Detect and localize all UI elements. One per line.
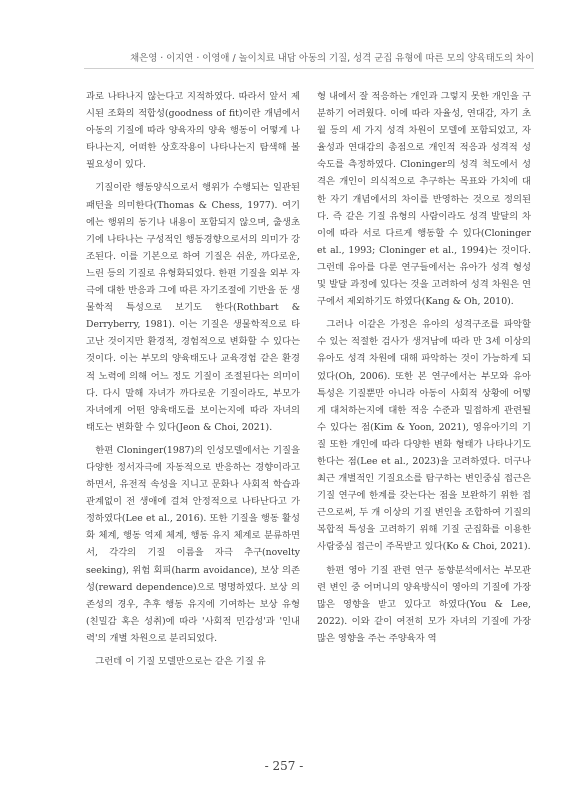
page-number: - 257 - xyxy=(264,759,304,773)
paragraph: 그러나 이같은 가정은 유아의 성격구조를 파악할 수 있는 적절한 검사가 생겨남에 따라 만 3세 이상의 유아도 성격 차원에 대해 파악하는 것이 가능하게 되었다(Oh, 2006). 또한 본 연구에서는 부모와 유아 특성은 기질뿐만 아니라 아동이 사회적 상황에 어떻게 대처하는지에 대한 적응 수준과 밀접하게 관련될 수 있다는 점(Kim & Yoon, 2021), 영유아기의 기질 또한 개인에 따라 다양한 변화 형태가 나타나기도 한다는 점(Lee et al., 2023)을 고려하였다. 더구나 최근 개별적인 기질요소를 탐구하는 변인중심 접근은 기질 연구에 한계를 갖는다는 점을 보완하기 위한 접근으로써, 두 개 이상의 기질 변인을 조합하여 기질의 복합적 특성을 고려하기 위해 기질 군집화를 이용한 사람중심 접근이 주목받고 있다(Ko & Choi, 2021). xyxy=(317,319,531,553)
paragraph: 한편 Cloninger(1987)의 인성모델에서는 기질을 다양한 정서자극에 자동적으로 반응하는 경향이라고 하면서, 유전적 속성을 지니고 문화나 사회적 학습과 관계없이 전 생애에 걸쳐 안정적으로 나타난다고 가정하였다(Lee et al., 2016). 또한 기질을 행동 활성화 체계, 행동 억제 체계, 행동 유지 체계로 분류하면서, 각각의 기질 이름을 자극 추구(novelty seeking), 위험 회피(harm avoidance), 보상 의존성(reward dependence)으로 명명하였다. 보상 의존성의 경우, 추후 행동 유지에 기여하는 보상 유형(친밀감 혹은 성취)에 따라 '사회적 민감성'과 '인내력'의 개별 차원으로 분리되었다. xyxy=(86,444,300,644)
paragraph: 기질이란 행동양식으로서 행위가 수행되는 일관된 패턴을 의미한다(Thomas & Chess, 1977). 여기에는 행위의 동기나 내용이 포함되지 않으며, 출생초기에 나타나는 구성적인 행동경향으로서의 의미가 강조된다. 이를 기본으로 하여 기질은 쉬운, 까다로운, 느린 등의 기질로 유형화되었다. 한편 기질을 외부 자극에 대한 반응과 그에 따른 자기조절에 기반을 둔 생물학적 특성으로 보기도 한다(Rothbart & Derryberry, 1981). 이는 기질은 생물학적으로 타고난 것이지만 환경적, 경험적으로 변화할 수 있다는 것이다. 이는 부모의 양육태도나 교육경험 같은 환경적 노력에 의해 어느 정도 기질이 조절된다는 의미이다. 다시 말해 자녀가 까다로운 기질이라도, 부모가 자녀에게 어떤 양육태도를 보이는지에 따라 자녀의 태도는 변화할 수 있다(Jeon & Choi, 2021). xyxy=(86,182,300,433)
left-column xyxy=(86,88,300,670)
header-divider xyxy=(84,68,534,69)
paragraph: 그런데 이 기질 모델만으로는 같은 기질 유 xyxy=(95,656,266,667)
right-column xyxy=(317,88,531,647)
paragraph: 형 내에서 잘 적응하는 개인과 그렇지 못한 개인을 구분하기 어려웠다. 이에 따라 자율성, 연대감, 자기 초월 등의 세 가지 성격 차원이 모델에 포함되었고, 자율성과 연대감의 총점으로 개인적 적응과 성격적 성숙도를 측정하였다. Cloninger의 성격 척도에서 성격은 개인이 의식적으로 추구하는 목표와 가치에 대한 자기 개념에서의 차이를 반영하는 것으로 정의된다. 즉 같은 기질 유형의 사람이라도 성격 발달의 차이에 따라 서로 다르게 행동할 수 있다(Cloninger et al., 1993; Cloninger et al., 1994)는 것이다. 그런데 유아를 다룬 연구들에서는 유아가 성격 형성 및 발달 과정에 있다는 것을 고려하여 성격 차원은 연구에서 제외하기도 하였다(Kang & Oh, 2010). xyxy=(317,91,531,308)
running-head: 채은영 · 이지연 · 이영애 / 놀이치료 내담 아동의 기질, 성격 군집 유형에 따른 모의 양육태도의 차이 xyxy=(130,53,534,64)
paragraph: 과로 나타나지 않는다고 지적하였다. 따라서 앞서 제시된 조화의 적합성(goodness of fit)이란 개념에서 아동의 기질에 따라 양육자의 양육 행동이 어떻게 나타나는지, 어떠한 상호작용이 나타나는지 탐색해 볼 필요성이 있다. xyxy=(86,91,300,171)
paragraph: 한편 영아 기질 관련 연구 동향분석에서는 부모관련 변인 중 어머니의 양육방식이 영아의 기질에 가장 많은 영향을 받고 있다고 하였다(You & Lee, 2022). 이와 같이 여전히 모가 자녀의 기질에 가장 많은 영향을 주는 주양육자 역 xyxy=(317,564,531,644)
